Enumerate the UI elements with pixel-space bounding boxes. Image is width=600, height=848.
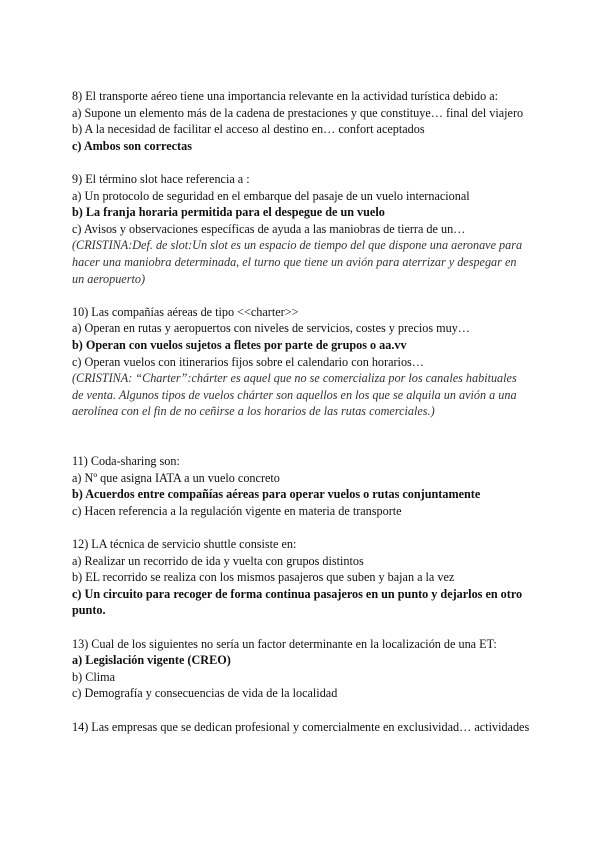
annotation-note: (CRISTINA:Def. de slot:Un slot es un espacio de tiempo del que dispone una aeronave para hacer una maniobra determinada, el turno que tiene un avión para aterrizar y despegar en un aeropuerto) [72,238,523,286]
question-11 [72,453,530,519]
question-9 [72,171,530,287]
option-a: a) Operan en rutas y aeropuertos con niveles de servicios, costes y precios muy… [72,321,470,336]
question-stem: 9) El término slot hace referencia a : [72,171,250,186]
question-stem: 12) LA técnica de servicio shuttle consiste en: [72,537,297,552]
option-a: a) Supone un elemento más de la cadena de prestaciones y que constituye… final del viajero [72,105,524,120]
question-14 [72,719,530,736]
option-b-answer: b) La franja horaria permitida para el despegue de un vuelo [72,205,385,220]
option-b: b) A la necesidad de facilitar el acceso al destino en… confort aceptados [72,122,425,137]
question-13 [72,636,530,702]
question-stem: 13) Cual de los siguientes no sería un factor determinante en la localización de una ET: [72,636,497,651]
option-a: a) Nº que asigna IATA a un vuelo concreto [72,470,280,485]
question-10 [72,304,530,420]
option-b: b) Clima [72,669,115,684]
option-c: c) Demografía y consecuencias de vida de la localidad [72,686,338,701]
question-stem: 10) Las compañías aéreas de tipo <<charter>> [72,304,299,319]
option-c: c) Avisos y observaciones específicas de ayuda a las maniobras de tierra de un… [72,221,466,236]
question-8 [72,88,530,154]
question-stem: 14) Las empresas que se dedican profesional y comercialmente en exclusividad… actividades [72,719,530,734]
option-b: b) EL recorrido se realiza con los mismos pasajeros que suben y bajan a la vez [72,570,455,585]
option-a: a) Realizar un recorrido de ida y vuelta con grupos distintos [72,553,364,568]
option-b-answer: b) Acuerdos entre compañías aéreas para operar vuelos o rutas conjuntamente [72,487,481,502]
option-c-answer: c) Ambos son correctas [72,138,192,153]
option-c: c) Operan vuelos con itinerarios fijos sobre el calendario con horarios… [72,354,424,369]
option-c: c) Hacen referencia a la regulación vigente en materia de transporte [72,503,402,518]
question-stem: 11) Coda-sharing son: [72,454,180,469]
question-stem: 8) El transporte aéreo tiene una importancia relevante en la actividad turística debido a: [72,89,499,103]
blank-spacer [72,436,530,453]
annotation-note: (CRISTINA: “Charter”:chárter es aquel que no se comercializa por los canales habituales de venta. Algunos tipos de vuelos chárter son aquellos en los que se alquila un avión a una aerolínea con el fin de no ceñirse a los horarios de las rutas comerciales.) [72,371,517,419]
option-a: a) Un protocolo de seguridad en el embarque del pasaje de un vuelo internacional [72,188,470,203]
option-c-answer: c) Un circuito para recoger de forma continua pasajeros en un punto y dejarlos en otro punto. [72,586,523,618]
option-b-answer: b) Operan con vuelos sujetos a fletes por parte de grupos o aa.vv [72,337,407,352]
question-12 [72,536,530,619]
option-a-answer: a) Legislación vigente (CREO) [72,653,231,668]
